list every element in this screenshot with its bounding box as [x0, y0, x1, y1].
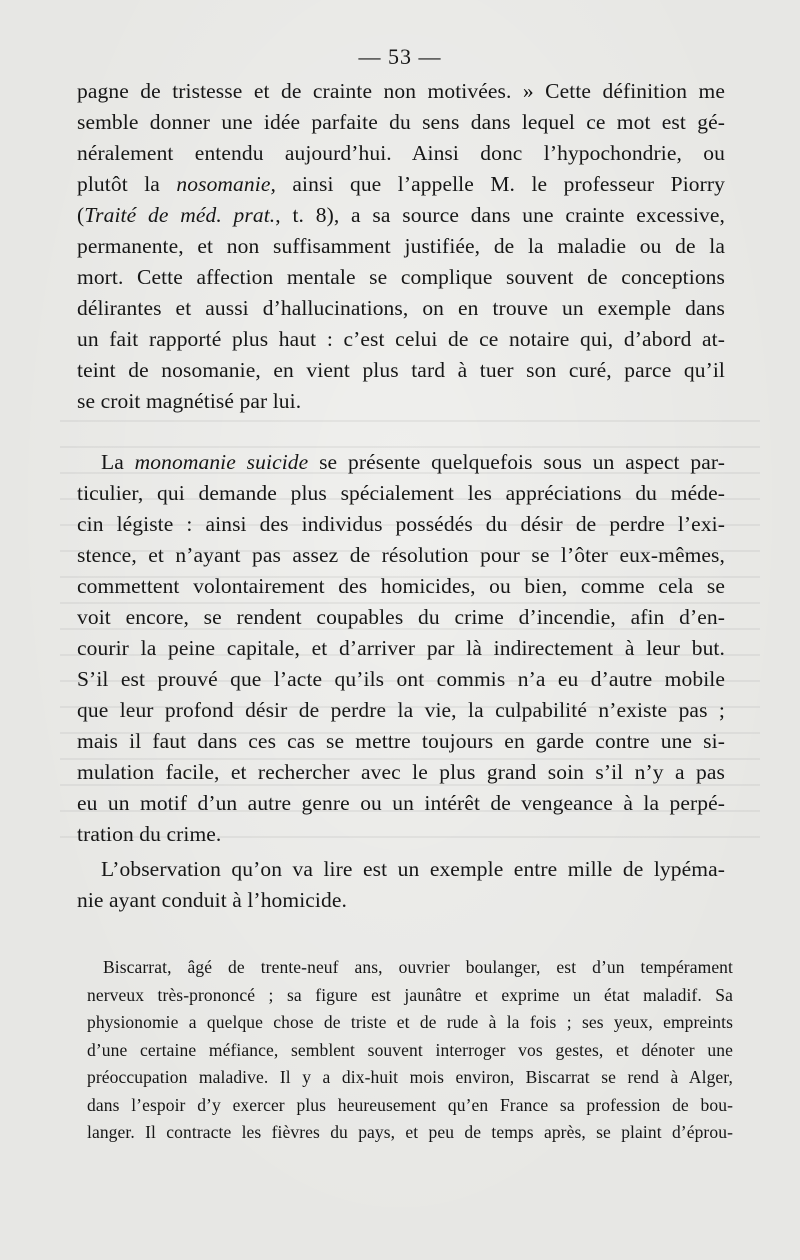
- text-line: délirantes et aussi d’hallucinations, on en trouve un exemple dans: [77, 296, 725, 320]
- case-observation: [87, 954, 733, 1147]
- text-line: La monomanie suicide se présente quelquefois sous un aspect par-: [101, 450, 725, 474]
- text-line: néralement entendu aujourd’hui. Ainsi donc l’hypochondrie, ou: [77, 141, 725, 165]
- text-line: courir la peine capitale, et d’arriver par là indirectement à leur but.: [77, 636, 725, 660]
- note-line: langer. Il contracte les fièvres du pays, et peu de temps après, se plaint d’éprou-: [87, 1122, 733, 1142]
- main-text: [77, 76, 725, 916]
- text-line: nie ayant conduit à l’homicide.: [77, 888, 347, 912]
- text-line: eu un motif d’un autre genre ou un intérêt de vengeance à la perpé-: [77, 791, 725, 815]
- text-line: ticulier, qui demande plus spécialement les appréciations du méde-: [77, 481, 725, 505]
- text-line: L’observation qu’on va lire est un exemple entre mille de lypéma-: [101, 857, 725, 881]
- text-line: cin légiste : ainsi des individus possédés du désir de perdre l’exi-: [77, 512, 725, 536]
- text-line: mais il faut dans ces cas se mettre toujours en garde contre une si-: [77, 729, 725, 753]
- note-line: d’une certaine méfiance, semblent souvent interroger vos gestes, et dénoter une: [87, 1039, 733, 1060]
- text-line: que leur profond désir de perdre la vie, la culpabilité n’existe pas ;: [77, 698, 725, 722]
- text-line: mulation facile, et rechercher avec le plus grand soin s’il n’y a pas: [77, 760, 725, 784]
- note-line: physionomie a quelque chose de triste et de rude à la fois ; ses yeux, empreints: [87, 1012, 733, 1032]
- note-line: dans l’espoir d’y exercer plus heureusement qu’en France sa profession de bou-: [87, 1094, 733, 1115]
- note-line: Biscarrat, âgé de trente-neuf ans, ouvrier boulanger, est d’un tempérament: [103, 957, 733, 977]
- text-line: commettent volontairement des homicides, ou bien, comme cela se: [77, 574, 725, 598]
- paragraph-spacer: [77, 417, 725, 447]
- text-line: voit encore, se rendent coupables du crime d’incendie, afin d’en-: [77, 605, 725, 629]
- text-line: plutôt la nosomanie, ainsi que l’appelle M. le professeur Piorry: [77, 172, 725, 196]
- note-line: préoccupation maladive. Il y a dix-huit mois environ, Biscarrat se rend à Alger,: [87, 1067, 733, 1087]
- text-line: pagne de tristesse et de crainte non motivées. » Cette définition me: [77, 79, 725, 103]
- text-line: (Traité de méd. prat., t. 8), a sa source dans une crainte excessive,: [77, 203, 725, 227]
- text-line: semble donner une idée parfaite du sens dans lequel ce mot est gé-: [77, 110, 725, 134]
- text-line: permanente, et non suffisamment justifiée, de la maladie ou de la: [77, 234, 725, 258]
- text-line: mort. Cette affection mentale se complique souvent de conceptions: [77, 265, 725, 289]
- note-line: nerveux très-prononcé ; sa figure est jaunâtre et exprime un état maladif. Sa: [87, 984, 733, 1005]
- text-line: un fait rapporté plus haut : c’est celui de ce notaire qui, d’abord at-: [77, 327, 725, 351]
- paragraph-hypochondria: [77, 76, 725, 417]
- paragraph-suicidal-monomania: [77, 447, 725, 850]
- text-line: S’il est prouvé que l’acte qu’ils ont commis n’a eu d’autre mobile: [77, 667, 725, 691]
- text-line: tration du crime.: [77, 822, 222, 846]
- text-line: stence, et n’ayant pas assez de résolution pour se l’ôter eux-mêmes,: [77, 543, 725, 567]
- page-number: — 53 —: [358, 44, 442, 69]
- paragraph-observation-intro: [77, 854, 725, 916]
- text-line: se croit magnétisé par lui.: [77, 389, 302, 413]
- text-line: teint de nosomanie, en vient plus tard à tuer son curé, parce qu’il: [77, 358, 725, 382]
